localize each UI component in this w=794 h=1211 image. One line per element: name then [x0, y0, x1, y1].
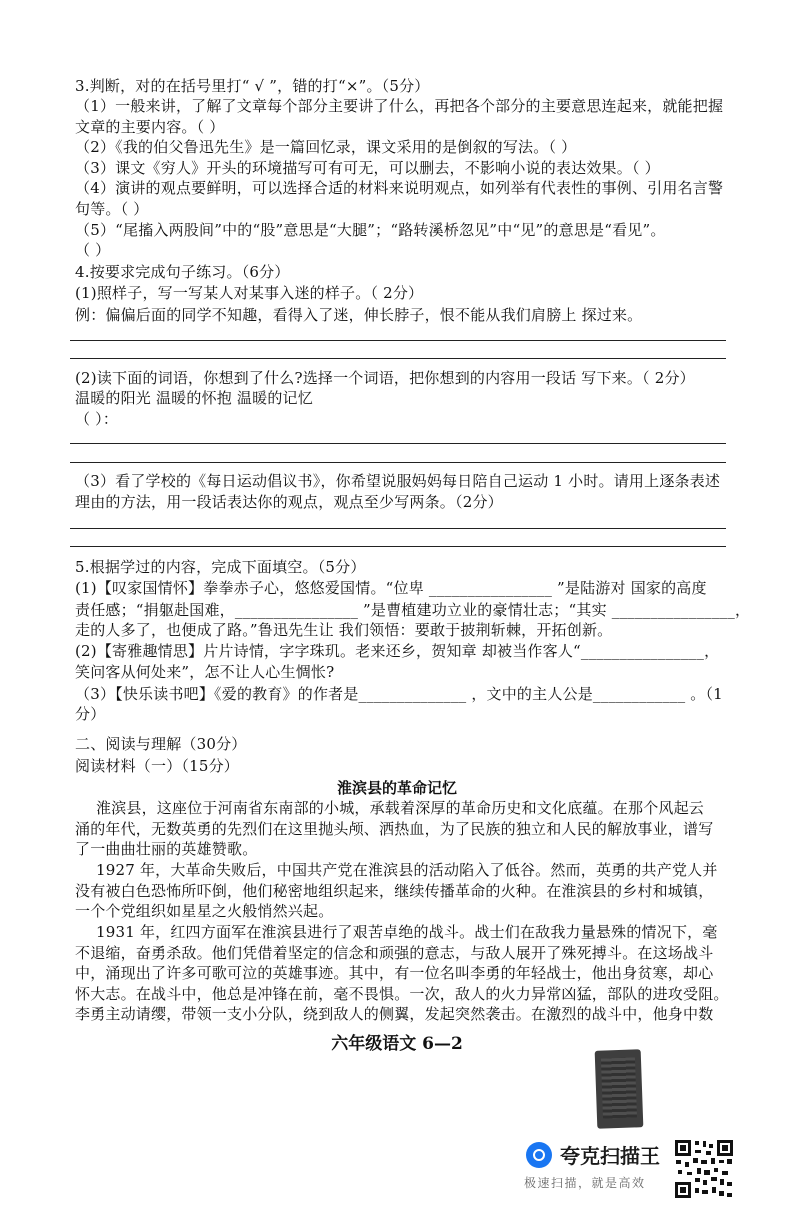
answer-line[interactable]: [70, 546, 726, 547]
q5-c-line1: （3）【快乐读书吧】《爱的教育》的作者是______________ ，文中的主人公是____________ 。（1: [75, 685, 723, 703]
q4-sub1: (1)照样子，写一写某人对某事入迷的样子。（ 2分）: [75, 284, 424, 302]
q3-item5-line1: （5）“尾搐入两股间”中的“股”意思是“大腿”；“路转溪桥忽见”中“见”的意思是“看见”。: [75, 221, 666, 239]
watermark-slogan: 极速扫描，就是高效: [524, 1176, 646, 1190]
article-paragraph: 没有被白色恐怖所吓倒，他们秘密地组织起来，继续传播革命的火种。在淮滨县的乡村和城镇，: [75, 882, 714, 900]
answer-line[interactable]: [70, 462, 726, 463]
q3-item2: （2）《我的伯父鲁迅先生》是一篇回忆录，课文采用的是倒叙的写法。（ ）: [75, 138, 577, 156]
answer-line[interactable]: [70, 358, 726, 359]
q3-item4-line2: 句等。（ ）: [75, 200, 149, 218]
answer-line[interactable]: [70, 340, 726, 341]
article-paragraph: 了一曲曲壮丽的英雄赞歌。: [75, 840, 258, 858]
q3-item5-line2: （ ）: [75, 241, 111, 259]
q3-item1-line2: 文章的主要内容。（ ）: [75, 118, 225, 136]
article-paragraph: 李勇主动请缨，带领一支小分队，绕到敌人的侧翼，发起突然袭击。在激烈的战斗中，他身中数: [75, 1005, 714, 1023]
watermark-app-name: 夸克扫描王: [560, 1144, 660, 1168]
article-paragraph: 涌的年代，无数英勇的先烈们在这里抛头颅、洒热血，为了民族的独立和人民的解放事业，谱写: [75, 820, 714, 838]
q5-a-line3: 走的人多了，也便成了路。”鲁迅先生让 我们领悟：要敢于披荆斩棘，开拓创新。: [75, 621, 613, 639]
q5-b-line1: (2)【寄雅趣情思】片片诗情，字字珠玑。老来还乡，贺知章 却被当作客人“________________，: [75, 642, 720, 660]
q3-item3: （3）课文《穷人》开头的环境描写可有可无，可以删去，不影响小说的表达效果。（ ）: [75, 159, 660, 177]
article-paragraph: 中，涌现出了许多可歌可泣的英雄事迹。其中，有一位名叫李勇的年轻战士，他出身贫寒，却心: [75, 964, 714, 982]
q3-title: 3.判断，对的在括号里打“ √ ”，错的打“×”。（5分）: [75, 77, 430, 95]
q4-sub3-line1: （3）看了学校的《每日运动倡议书》，你希望说服妈妈每日陪自己运动 1 小时。请用上逐条表述: [75, 472, 721, 490]
q4-title: 4.按要求完成句子练习。（6分）: [75, 263, 290, 281]
q4-word-blank: （ ）：: [75, 410, 119, 428]
page-footer: 六年级语文 6—2: [331, 1034, 463, 1054]
q5-b-line2: 笑问客从何处来”，怎不让人心生惆怅?: [75, 663, 335, 681]
answer-line[interactable]: [70, 528, 726, 529]
qr-code-icon: [673, 1138, 735, 1200]
article-paragraph: 怀大志。在战斗中，他总是冲锋在前，毫不畏惧。一次，敌人的火力异常凶猛，部队的进攻受阻。: [75, 985, 729, 1003]
q5-a-line1: (1)【叹家国情怀】拳拳赤子心，悠悠爱国情。“位卑 ________________ ”是陆游对 国家的高度: [75, 579, 707, 597]
quark-logo-icon: [526, 1142, 552, 1168]
q5-a-line2: 责任感；“捐躯赴国难，________________ ”是曹植建功立业的豪情壮志；“其实 ________________，: [75, 601, 751, 619]
q3-item4-line1: （4）演讲的观点要鲜明，可以选择合适的材料来说明观点，如列举有代表性的事例、引用名言警: [75, 179, 724, 197]
q5-title: 5.根据学过的内容，完成下面填空。（5分）: [75, 558, 366, 576]
section-heading: 二、阅读与理解（30分）: [75, 735, 247, 753]
q5-c-line2: 分）: [75, 705, 106, 723]
article-paragraph: 一个个党组织如星星之火般悄然兴起。: [75, 902, 334, 920]
q4-words: 温暖的阳光 温暖的怀抱 温暖的记忆: [75, 389, 313, 407]
q4-example: 例：偏偏后面的同学不知趣，看得入了迷，伸长脖子，恨不能从我们肩膀上 探过来。: [75, 306, 643, 324]
article-paragraph: 淮滨县，这座位于河南省东南部的小城，承载着深厚的革命历史和文化底蕴。在那个风起云: [96, 799, 705, 817]
article-paragraph: 不退缩，奋勇杀敌。他们凭借着坚定的信念和顽强的意志，与敌人展开了殊死搏斗。在这场战斗: [75, 944, 714, 962]
q4-sub3-line2: 理由的方法，用一段话表达你的观点，观点至少写两条。（2分）: [75, 493, 503, 511]
q3-item1-line1: （1）一般来讲，了解了文章每个部分主要讲了什么，再把各个部分的主要意思连起来，就能把握: [75, 97, 724, 115]
q4-sub2: (2)读下面的词语，你想到了什么?选择一个词语，把你想到的内容用一段话 写下来。（ 2分）: [75, 369, 695, 387]
answer-line[interactable]: [70, 443, 726, 444]
article-paragraph: 1931 年，红四方面军在淮滨县进行了艰苦卓绝的战斗。战士们在敌我力量悬殊的情况下，毫: [96, 923, 718, 941]
material-heading: 阅读材料（一）（15分）: [75, 757, 239, 775]
article-title: 淮滨县的革命记忆: [336, 779, 457, 797]
scanner-watermark: [522, 1136, 672, 1196]
scan-artifact: [595, 1049, 644, 1129]
article-paragraph: 1927 年，大革命失败后，中国共产党在淮滨县的活动陷入了低谷。然而，英勇的共产党人并: [96, 861, 718, 879]
